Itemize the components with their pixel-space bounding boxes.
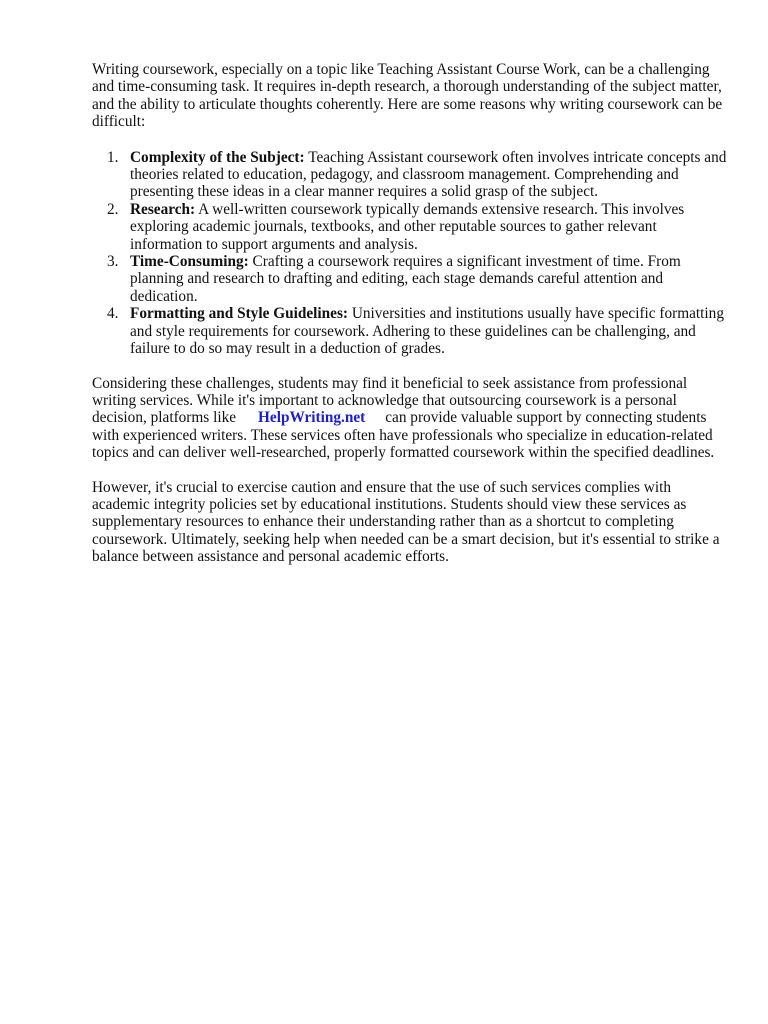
list-item	[92, 253, 732, 305]
list-number: 1.	[107, 148, 119, 166]
list-term: Formatting and Style Guidelines:	[130, 305, 348, 323]
services-text-before: Considering these challenges, students may find it beneficial to seek assistance from professional writing services. While it's important to acknowledge that outsourcing coursework is a personal decision, platforms like	[92, 374, 688, 427]
list-text: Universities and institutions usually have specific formatting and style requirements for coursework. Adhering to these guidelines can be challenging, and failure to do so may result in a deduction of grades.	[130, 305, 724, 358]
list-number: 4.	[107, 305, 119, 323]
list-item	[92, 305, 732, 357]
document-page	[92, 61, 732, 583]
list-text: Crafting a coursework requires a significant investment of time. From planning and research to drafting and editing, each stage demands careful attention and dedication.	[130, 253, 681, 305]
list-term: Complexity of the Subject:	[130, 148, 305, 166]
list-text: A well-written coursework typically demands extensive research. This involves exploring academic journals, textbooks, and other reputable sources to gather relevant information to support arguments and analysis.	[130, 200, 685, 253]
services-text-after: can provide valuable support by connecting students with experienced writers. These services often have professionals who specialize in education-related topics and can deliver well-researched, properly formatted coursework within the specified deadlines.	[92, 409, 715, 462]
intro-paragraph: Writing coursework, especially on a topic like Teaching Assistant Course Work, can be a challenging and time-consuming task. It requires in-depth research, a thorough understanding of the subject matter, and the ability to articulate thoughts coherently. Here are some reasons why writing coursework can be difficult:	[92, 61, 723, 131]
list-item	[92, 149, 732, 201]
list-number: 2.	[107, 200, 119, 218]
list-item	[92, 201, 732, 253]
list-number: 3.	[107, 253, 119, 271]
list-term: Research:	[130, 200, 196, 218]
helpwriting-link[interactable]: HelpWriting.net	[258, 409, 366, 427]
list-term: Time-Consuming:	[130, 253, 249, 271]
caution-paragraph: However, it's crucial to exercise caution and ensure that the use of such services complies with academic integrity policies set by educational institutions. Students should view these services as supplementary resources to enhance their understanding rather than as a shortcut to completing coursework. Ultimately, seeking help when needed can be a smart decision, but it's essential to strike a balance between assistance and personal academic efforts.	[92, 478, 720, 566]
reasons-list	[92, 149, 732, 358]
services-paragraph	[92, 375, 732, 462]
list-text: Teaching Assistant coursework often involves intricate concepts and theories related to education, pedagogy, and classroom management. Comprehending and presenting these ideas in a clear manner requires a solid grasp of the subject.	[130, 148, 727, 201]
